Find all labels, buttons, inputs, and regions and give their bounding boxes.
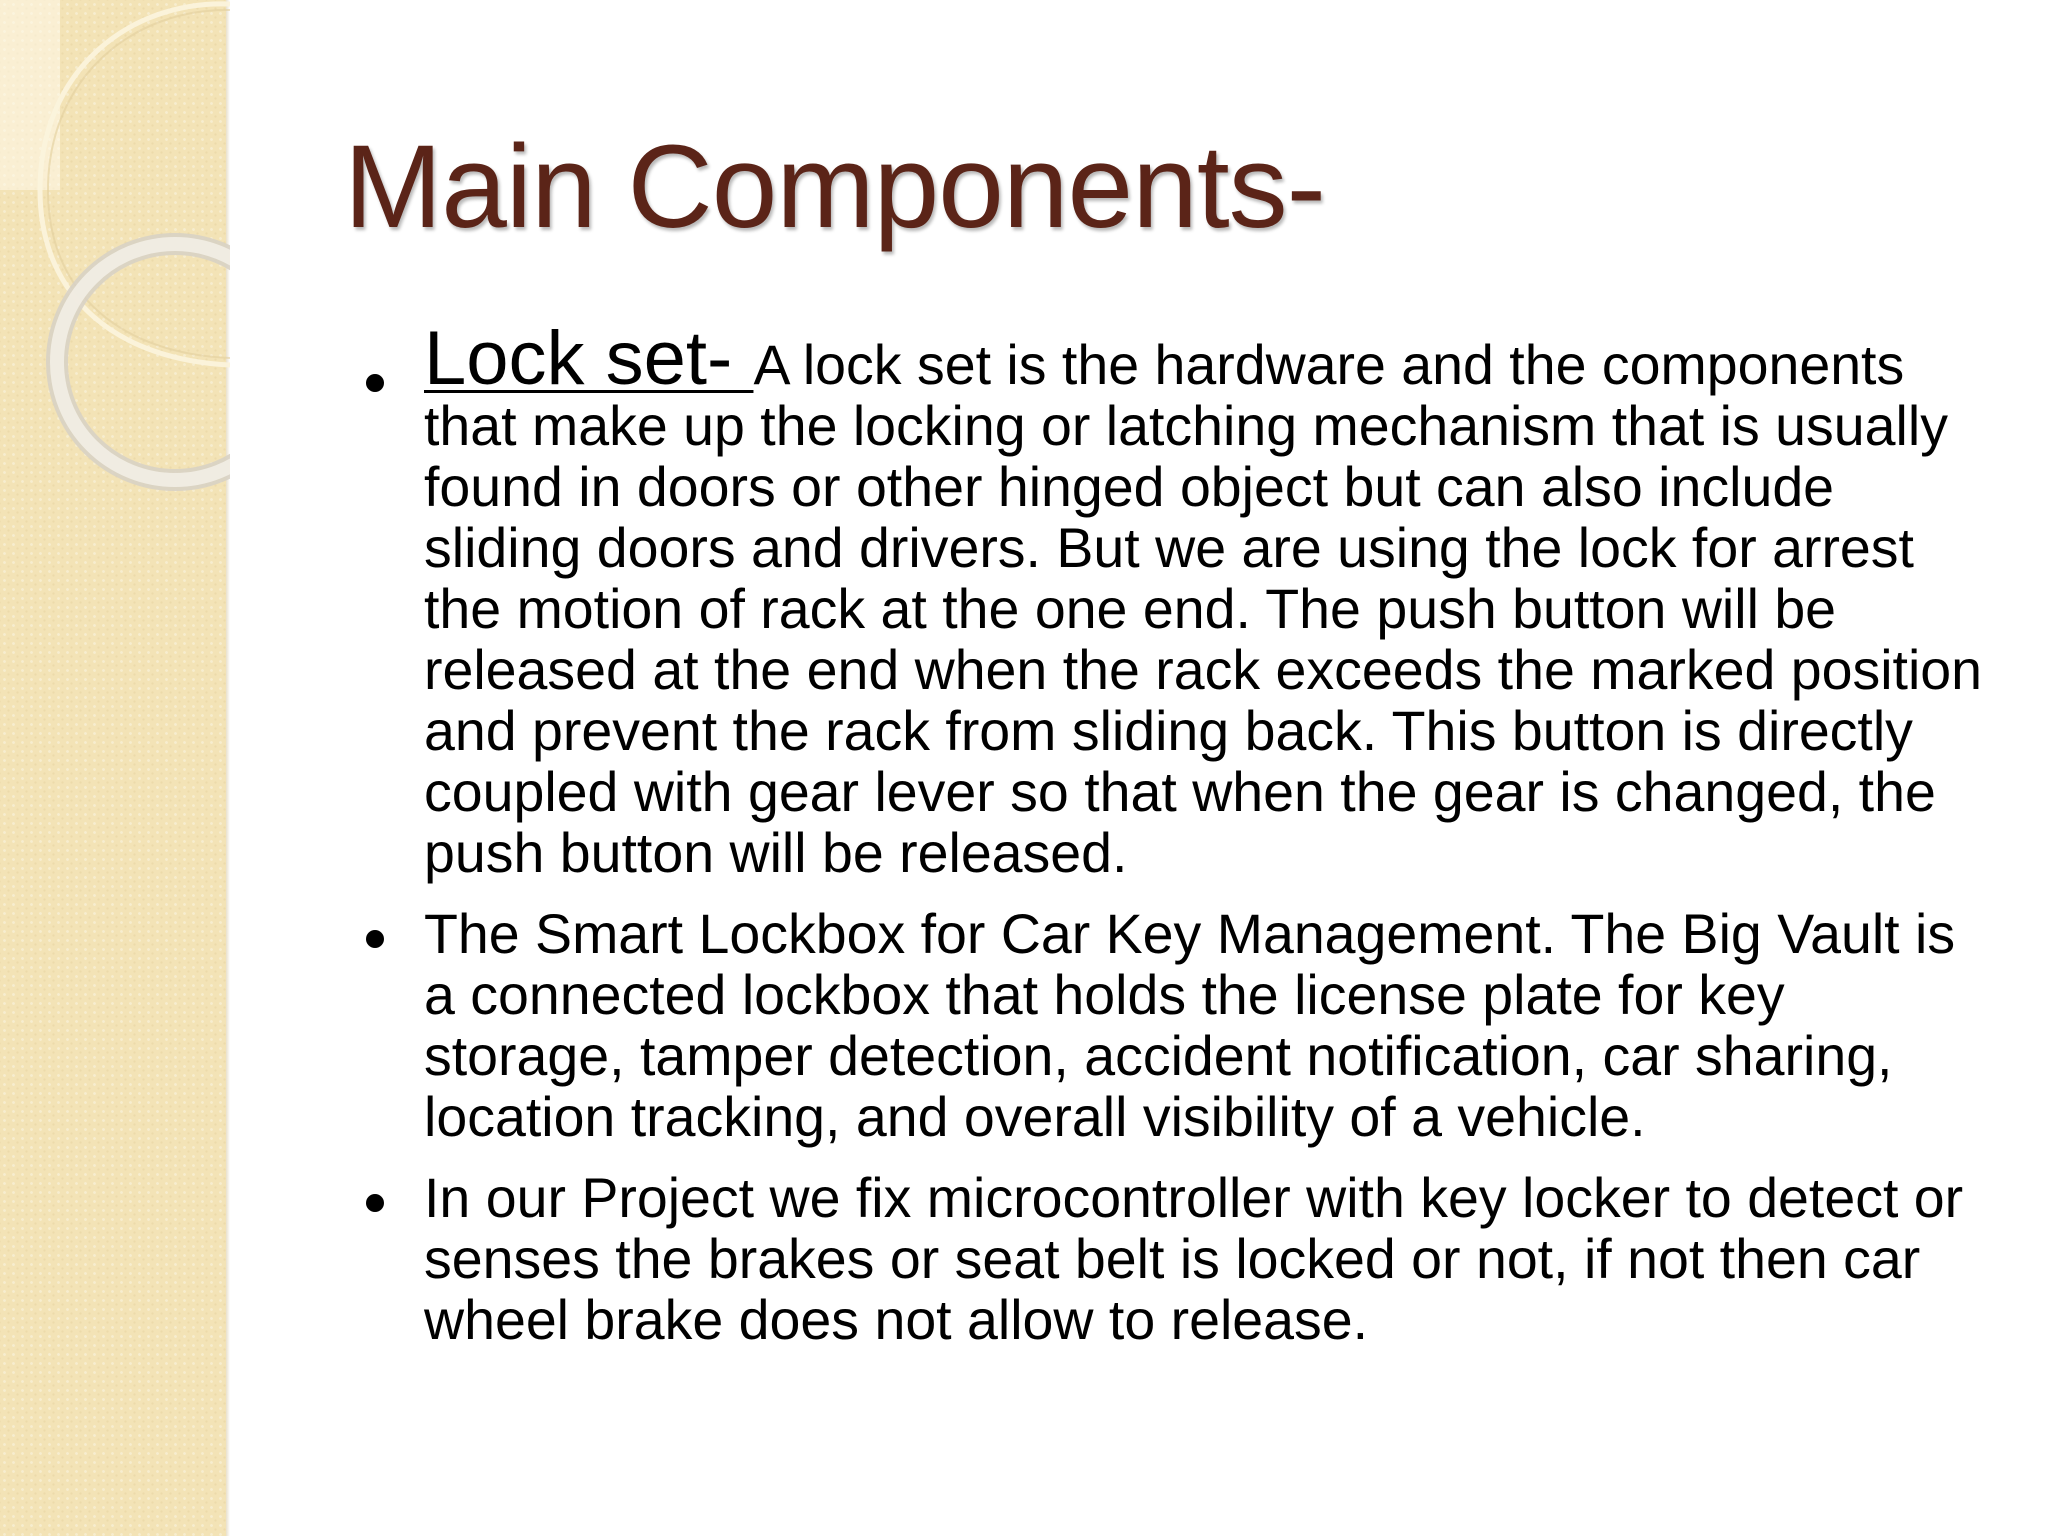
slide-title: Main Components- bbox=[344, 121, 1325, 253]
bullet-item-smart-lockbox bbox=[354, 904, 1994, 1148]
bullet-text: In our Project we fix microcontroller with key locker to detect or senses the brakes or seat belt is locked or not, if not then car wheel brake does not allow to release. bbox=[424, 1167, 1964, 1351]
bullet-text: The Smart Lockbox for Car Key Management. The Big Vault is a connected lockbox that holds the license plate for key storage, tamper detection, accident notification, car sharing, location tracking, and overall visibility of a vehicle. bbox=[424, 903, 1956, 1148]
lock-set-term: Lock set- bbox=[424, 316, 754, 401]
bullet-list bbox=[354, 316, 1994, 1371]
bullet-item-project bbox=[354, 1168, 1994, 1351]
bullet-item-lock-set bbox=[354, 316, 1994, 884]
bullet-text: A lock set is the hardware and the components that make up the locking or latching mechanism that is usually found in doors or other hinged object but can also include sliding doors and drivers. But we are using the lock for arrest the motion of rack at the one end. The push button will be released at the end when the rack exceeds the marked position and prevent the rack from sliding back. This button is directly coupled with gear lever so that when the gear is changed, the push button will be released. bbox=[424, 334, 1983, 884]
decorative-rings bbox=[0, 0, 230, 520]
